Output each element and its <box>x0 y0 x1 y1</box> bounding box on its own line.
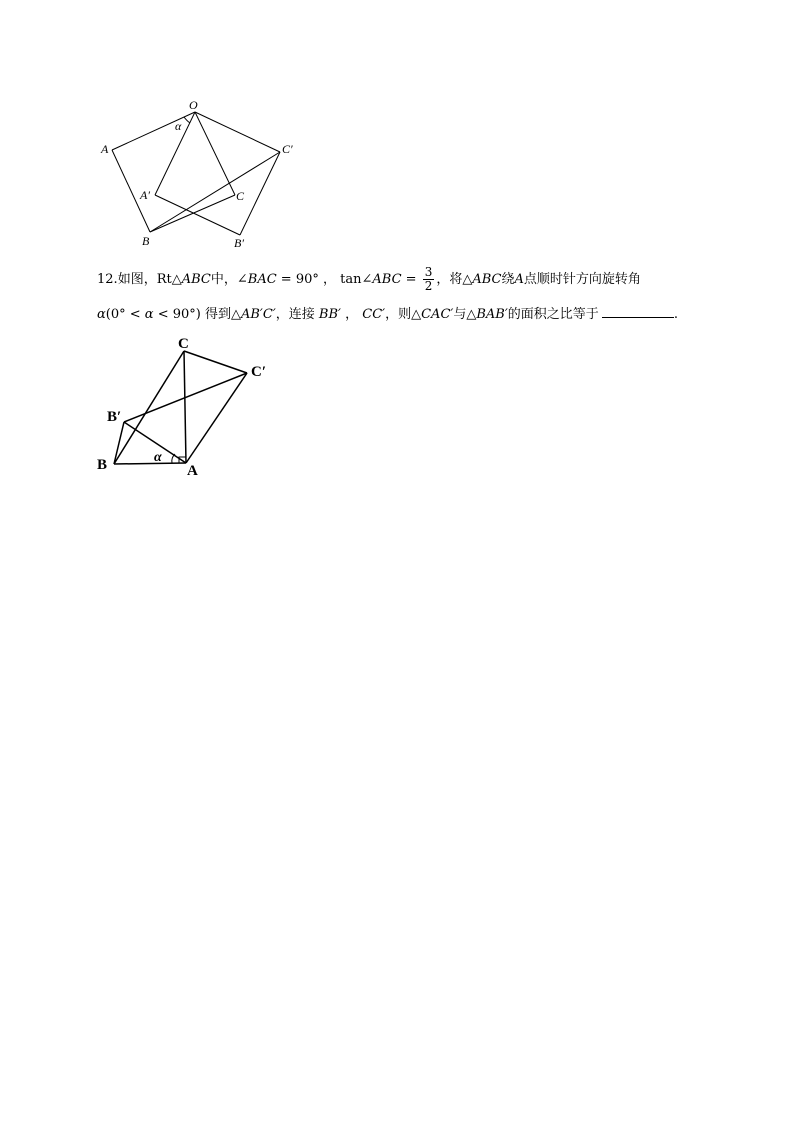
label-B: B <box>97 457 108 473</box>
segment-OA <box>112 112 195 150</box>
label-A: A <box>101 142 109 156</box>
figure-rotated-squares <box>95 95 305 255</box>
answer-blank[interactable] <box>602 305 674 318</box>
label-O: O <box>189 98 198 112</box>
label-C: C <box>236 189 245 203</box>
segment-AC-prime <box>186 373 247 463</box>
label-C-prime: C′ <box>251 364 267 380</box>
segment-CC-prime <box>184 351 247 373</box>
segment-A-prime-B-prime <box>155 195 240 235</box>
segment-BB-prime <box>114 422 124 464</box>
question-12-line-2: α(0° < α < 90°) 得到△AB′C′，连接 BB′ ， CC′，则△CAC′与△BAB′的面积之比等于 . <box>97 307 678 322</box>
label-C-prime: C′ <box>282 142 293 156</box>
label-alpha: α <box>154 450 162 465</box>
label-A: A <box>187 463 198 478</box>
label-C: C <box>178 336 189 352</box>
label-B: B <box>142 234 150 248</box>
segment-CA <box>184 351 186 463</box>
segment-OC-prime <box>195 112 280 152</box>
question-12-line-1: 12.如图，Rt△ABC中，∠BAC = 90° ， tan∠ABC = $\frac{3}{2}$ ，将△ABC绕A点顺时针方向旋转角 <box>97 265 641 293</box>
label-B-prime: B′ <box>234 236 244 250</box>
label-A-prime: A′ <box>140 188 150 202</box>
figure-rotated-triangle <box>90 333 280 478</box>
angle-arc-alpha <box>184 117 190 123</box>
fraction-three-halves: $\frac{3}{2}$ <box>424 265 433 293</box>
segment-BA <box>114 463 186 464</box>
label-alpha: α <box>175 119 182 133</box>
label-B-prime: B′ <box>107 409 122 425</box>
question-number: 12. <box>97 272 118 287</box>
segment-BC <box>114 351 184 464</box>
segment-OC <box>195 112 235 195</box>
